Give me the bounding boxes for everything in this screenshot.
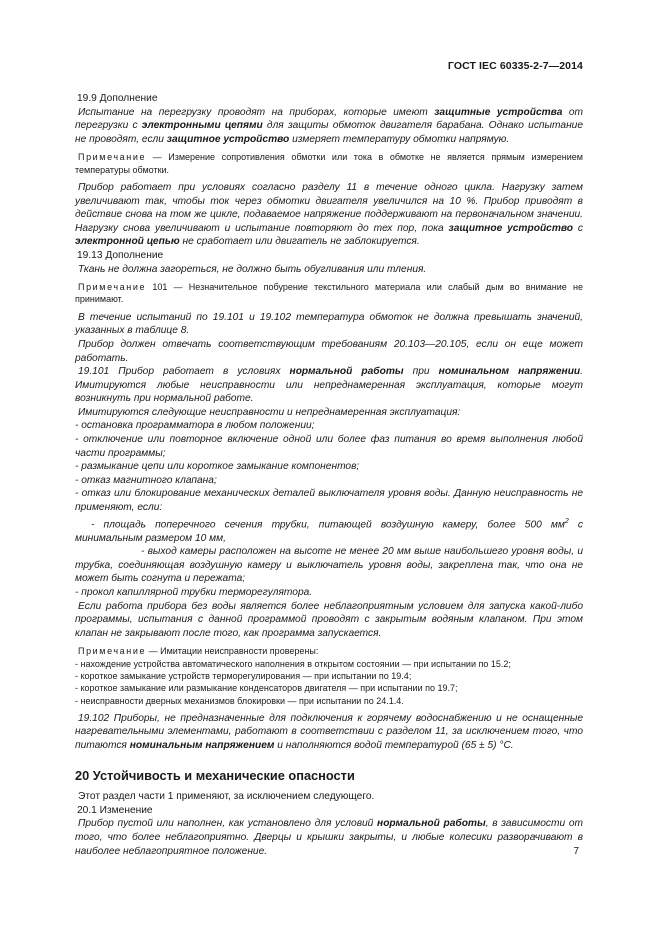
fault-sub-item: - площадь поперечного сечения трубки, питающей воздушную камеру, более 500 $мм^2$ с минимальным размером 10 мм, — [75, 517, 583, 544]
clause-19-102-text: 19.102 Приборы, не предназначенные для подключения к горячему водоснабжению и не оснащенные нагревательными элементами, работают в соответствии с разделом 11, за исключением того, что питаются номинальным напряжением и наполняются водой температурой (65 ± 5) °С. — [75, 712, 583, 752]
page-number: 7 — [573, 846, 579, 857]
document-id-header: ГОСТ IEC 60335-2-7—2014 — [447, 60, 583, 72]
clause-20-1-text: Прибор пустой или наполнен, как установлено для условий нормальной работы, в зависимости от того, что более неблагоприятно. Дверцы и крышки закрыты, и любые колесики разворачивают в наиболее неблагоприятное положение. — [75, 818, 583, 857]
fault-sub-item: - выход камеры расположен на высоте не менее 20 мм выше наибольшего уровня воды, и трубка, соединяющая воздушную камеру и выключатель уровня воды, закреплена так, что она не может быть согнута и пережата; — [75, 546, 583, 585]
clause-19-9-text: Испытание на перегрузку проводят на приборах, которые имеют защитные устройства от перегрузки с электронными цепями для защиты обмоток двигателя барабана. Однако испытание не проводят, если защитное устройство измеряет температуру обмотки напрямую. — [75, 106, 584, 145]
clause-19-101-text: 19.101 Прибор работает в условиях нормальной работы при номинальном напряжении. Имитируются любые неисправности или непреднамеренная эксплуатация, которые могут возникнуть при нормальной работе. — [75, 366, 583, 405]
note-item: - неисправности дверных механизмов блокировки — при испытании по 24.1.4. — [75, 695, 404, 706]
clause-20-1-heading: 20.1 Изменение — [77, 804, 153, 816]
note-item: - нахождение устройства автоматического наполнения в открытом состоянии — при испытании по 15.2; — [75, 658, 511, 669]
note-item: - короткое замыкание устройств терморегулирования — при испытании по 19.4; — [75, 670, 412, 681]
clause-19-13-requirements: Прибор должен отвечать соответствующим требованиям 20.103—20.105, если он еще может работать. — [75, 338, 583, 364]
clause-19-13-heading: 19.13 Дополнение — [77, 249, 164, 261]
fault-item: - отключение или повторное включение одной или более фаз питания во время выполнения любой части программы; — [75, 434, 583, 459]
fault-item: - отказ или блокирование механических деталей выключателя уровня воды. Данную неисправность не применяют, если: — [75, 488, 583, 514]
clause-19-101-dry-run: Если работа прибора без воды является более неблагоприятным условием для запуска какой-либо программы, испытания с данной программой проводят с закрытым водяным клапаном. При этом клапан не закрывают после того, как программа запускается. — [75, 600, 583, 639]
document-body — [75, 92, 583, 858]
clause-19-13-temperature: В течение испытаний по 19.101 и 19.102 температура обмоток не должна превышать значений, указанных в таблице 8. — [75, 311, 583, 337]
fault-item: - отказ магнитного клапана; — [75, 474, 217, 486]
clause-19-9-heading: 19.9 Дополнение — [77, 93, 158, 104]
fault-item: - размыкание цепи или короткое замыкание компонентов; — [75, 461, 360, 473]
clause-19-13-text: Ткань не должна загореться, не должно быть обугливания или тления. — [78, 263, 427, 275]
note-item: - короткое замыкание или размыкание конденсаторов двигателя — при испытании по 19.7; — [75, 683, 458, 694]
fault-item: - прокол капиллярной трубки терморегулятора. — [75, 586, 313, 598]
clause-19-9-procedure: Прибор работает при условиях согласно разделу 11 в течение одного цикла. Нагрузку затем увеличивают так, чтобы ток через обмотки двигателя увеличился на 10 %. Прибор приводят в действие снова на том же цикле, подаваемое напряжение поддерживают на первоначальном значении. Нагрузку снова увеличивают и испытание повторяют до тех пор, пока защитное устройство с электронной цепью не сработает или двигатель не заблокируется. — [75, 181, 583, 248]
section-20-title: 20 Устойчивость и механические опасности — [75, 767, 355, 783]
clause-19-101-list-intro: Имитируются следующие неисправности и непреднамеренная эксплуатация: — [78, 406, 461, 418]
fault-item: - остановка программатора в любом положении; — [75, 420, 315, 432]
clause-19-13-note: Примечание 101 — Незначительное побурение текстильного материала или слабый дым во внимание не принимают. — [75, 282, 583, 305]
clause-19-101-note: Примечание — Имитации неисправности проверены: — [78, 646, 319, 657]
clause-19-9-note: Примечание — Измерение сопротивления обмотки или тока в обмотке не является прямым измерением температуры обмотки. — [75, 152, 583, 175]
section-20-intro: Этот раздел части 1 применяют, за исключением следующего. — [78, 791, 375, 803]
